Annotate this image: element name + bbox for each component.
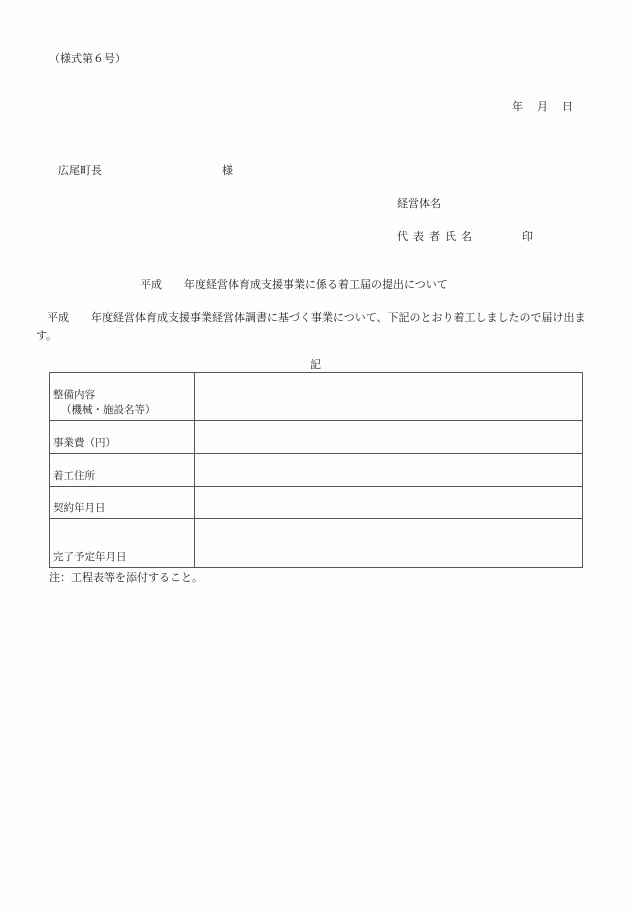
row-value-field[interactable]	[195, 421, 583, 454]
row-value-field[interactable]	[195, 454, 583, 487]
row-label	[50, 519, 195, 568]
date-year: 年	[512, 100, 523, 113]
addressee-name: 広尾町長	[58, 164, 102, 177]
date-month: 月	[537, 100, 548, 113]
form-number: （様式第６号）	[49, 52, 126, 65]
row-value-field[interactable]	[195, 487, 583, 519]
table-row	[50, 454, 583, 487]
row-label	[50, 454, 195, 487]
table-row	[50, 421, 583, 454]
detail-table	[49, 372, 583, 568]
date-day: 日	[562, 100, 573, 113]
row-value-field[interactable]	[195, 373, 583, 421]
table-row	[50, 487, 583, 519]
row-label-text: 契約年月日	[53, 502, 106, 514]
representative-label: 代表者氏名	[397, 230, 477, 243]
row-label-text: 整備内容	[53, 389, 95, 401]
date-line	[512, 101, 587, 112]
addressee-honorific: 様	[222, 164, 233, 177]
row-label-text: 事業費（円）	[53, 437, 116, 449]
table-row	[50, 519, 583, 568]
row-label	[50, 421, 195, 454]
org-name-label: 経営体名	[397, 197, 441, 210]
row-value-field[interactable]	[195, 519, 583, 568]
document-subject: 平成 年度経営体育成支援事業に係る着工届の提出について	[140, 278, 448, 291]
row-label	[50, 373, 195, 421]
body-paragraph: 平成 年度経営体育成支援事業経営体調書に基づく事業について、下記のとおり着工しましたので届け出ます。	[36, 311, 586, 342]
row-label	[50, 487, 195, 519]
note-text: 注：工程表等を添付すること。	[49, 571, 203, 584]
row-label-text: 着工住所	[53, 470, 95, 482]
row-label-sub: （機械・施設名等）	[61, 404, 156, 416]
table-row	[50, 373, 583, 421]
seal-mark: 印	[522, 230, 533, 243]
ki-heading: 記	[310, 358, 321, 371]
row-label-text: 完了予定年月日	[53, 551, 127, 563]
